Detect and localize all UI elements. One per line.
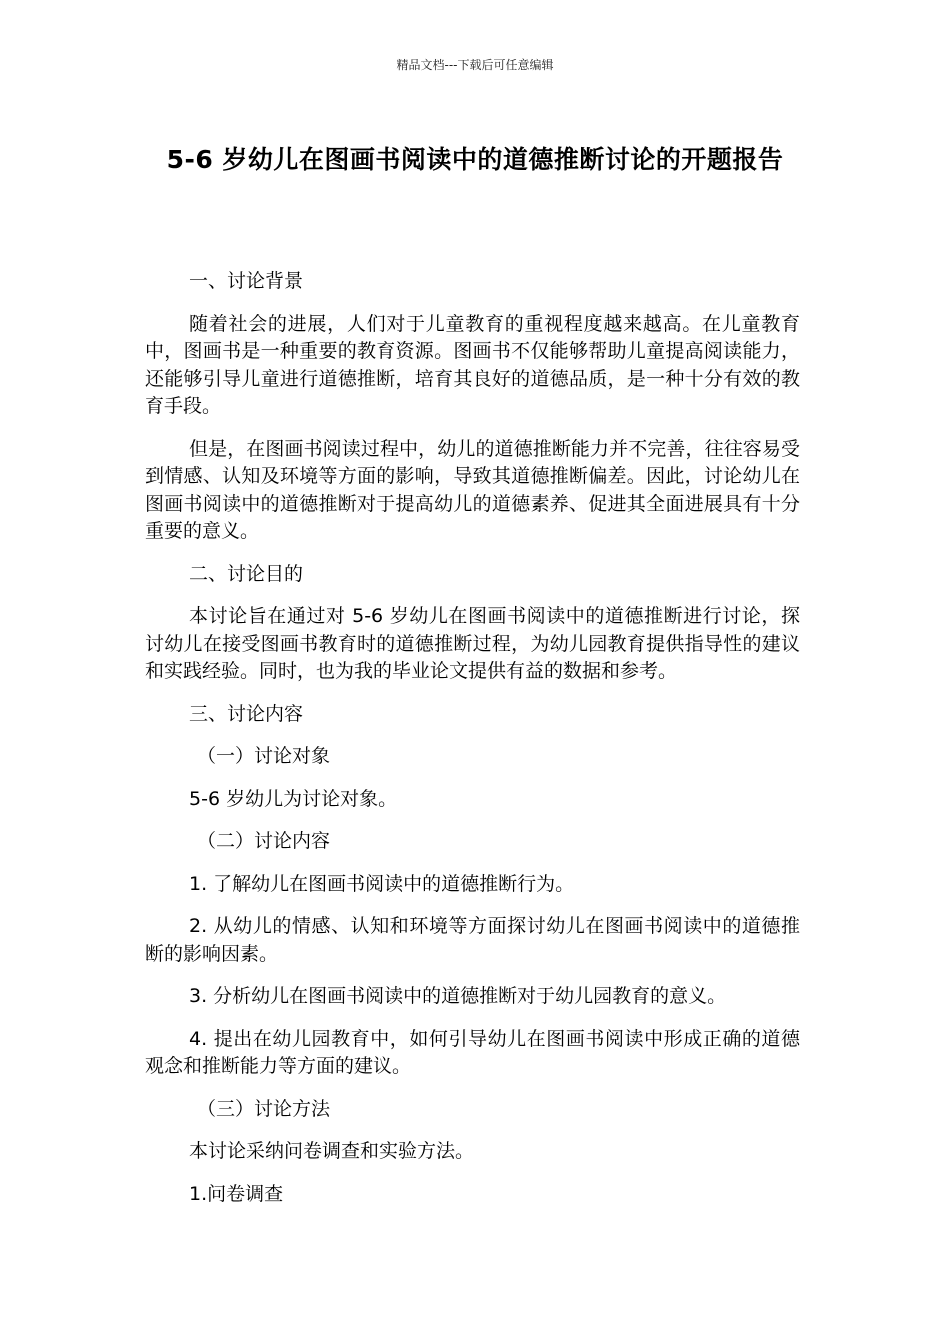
paragraph-method: 本讨论采纳问卷调查和实验方法。 bbox=[189, 1140, 475, 1162]
subheading-method: （三）讨论方法 bbox=[197, 1097, 331, 1120]
list-item-3: 3. 分析幼儿在图画书阅读中的道德推断对于幼儿园教育的意义。 bbox=[189, 985, 727, 1007]
subheading-subject: （一）讨论对象 bbox=[197, 745, 331, 767]
paragraph-background-2: 但是，在图画书阅读过程中，幼儿的道德推断能力并不完善，往往容易受到情感、认知及环境等方面的影响，导致其道德推断偏差。因此，讨论幼儿在图画书阅读中的道德推断对于提高幼儿的道德素养、促进其全面进展具有十分重要的意义。 bbox=[145, 437, 800, 542]
document-body bbox=[145, 268, 800, 1223]
list-item-4: 4. 提出在幼儿园教育中，如何引导幼儿在图画书阅读中形成正确的道德观念和推断能力等方面的建议。 bbox=[145, 1027, 800, 1077]
section-heading-purpose: 二、讨论目的 bbox=[189, 562, 304, 585]
list-item-2: 2. 从幼儿的情感、认知和环境等方面探讨幼儿在图画书阅读中的道德推断的影响因素。 bbox=[145, 915, 800, 965]
subheading-research-content: （二）讨论内容 bbox=[197, 830, 331, 852]
page-header: 精品文档---下载后可任意编辑 bbox=[396, 58, 554, 72]
list-item-1: 1. 了解幼儿在图画书阅读中的道德推断行为。 bbox=[189, 872, 575, 895]
document-title: 5-6 岁幼儿在图画书阅读中的道德推断讨论的开题报告 bbox=[166, 145, 784, 174]
section-heading-content: 三、讨论内容 bbox=[189, 702, 304, 725]
paragraph-purpose-1: 本讨论旨在通过对 5-6 岁幼儿在图画书阅读中的道德推断进行讨论，探讨幼儿在接受图画书教育时的道德推断过程，为幼儿园教育提供指导性的建议和实践经验。同时，也为我的毕业论文提供有益的数据和参考。 bbox=[145, 605, 800, 682]
method-item-1: 1.问卷调查 bbox=[189, 1182, 284, 1205]
section-heading-background: 一、讨论背景 bbox=[189, 270, 304, 292]
paragraph-background-1: 随着社会的进展，人们对于儿童教育的重视程度越来越高。在儿童教育中，图画书是一种重要的教育资源。图画书不仅能够帮助儿童提高阅读能力，还能够引导儿童进行道德推断，培育其良好的道德品质，是一种十分有效的教育手段。 bbox=[145, 312, 800, 417]
paragraph-subject: 5-6 岁幼儿为讨论对象。 bbox=[189, 787, 398, 810]
